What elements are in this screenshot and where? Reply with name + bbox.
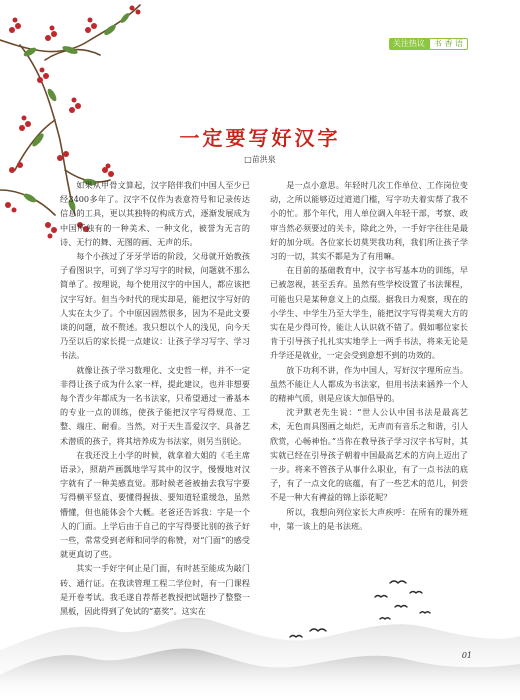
article-paragraph: 其实一手好字何止是门面，有时甚至能成为敲门砖、通行证。在我读管理工程二学位时，有一门课程是开卷考试。我毛遂自荐帮老教授把试题抄了整整一黑板，因此得到了免试的“嘉奖”。这实在	[60, 563, 250, 617]
article-paragraph: 放下功利不讲，作为中国人，写好汉字理所应当。虽然不能让人人都成为书法家，但用书法来涵养一个人的精神气质，则是应该大加倡导的。	[270, 364, 468, 404]
flying-birds-icon	[270, 575, 440, 645]
article-column-right	[270, 178, 468, 533]
column-tag-section: 书 香 语	[429, 38, 468, 50]
column-tag	[389, 38, 468, 50]
article-title: 一定要写好汉字	[179, 126, 341, 150]
page-number: 01	[461, 651, 472, 660]
article-column-left	[60, 178, 250, 618]
article-paragraph: 是一点小意思。年轻时几次工作单位、工作岗位变动，之所以能够迈过道道门槛，写字功夫着实帮了我不小的忙。那个年代，用人单位调入年轻干部，考察、政审当然必须要过的关卡，除此之外，一手好字往往是最好的加分项。各位家长切莫哭我功利，我们所让孩子学习的一切，其实不都是为了有用嘛。	[270, 180, 468, 262]
article-author: □苗洪泉	[244, 155, 276, 164]
article-paragraph: 沈尹默老先生说：“世人公认中国书法是最高艺术，无色而具图画之灿烂，无声而有音乐之和谐，引人欣赏，心畅神怡。”当你在教导孩子学习汉字书写时，其实就已经在引导孩子朝着中国最高艺术的方向上迈出了一步。将来不管孩子从事什么职业，有了一点书法的底子，有了一点文化的底蕴，有了一些艺术的范儿，何尝不是一种大有裨益的锦上添花呢？	[270, 407, 468, 503]
article-paragraph: 就像让孩子学习数理化、文史哲一样，并不一定非得让孩子成为什么家一样，提此建议，也并非想要每个青少年都成为一名书法家，只希望通过一番基本的专业一点的训练，使孩子能把汉字写得规范、工整、端庄、耐看。当然，对于天生喜爱汉字、具备艺术潜质的孩子，将其培养成为书法家，则另当别论。	[60, 364, 250, 446]
article-paragraph: 在我还没上小学的时候，就拿着大姐的《毛主席语录》，照葫芦画瓢地学写其中的汉字，慢慢地对汉字就有了一种美感直觉。那时候老爸被抽去我写字要写得横平竖直、要懂得握拔、要知道轻重缓急，虽然懵懂，但也能体会个大概。老爸还告诉我：字是一个人的门面。上学后由于自己的字写得要比别的孩子好一些，常常受到老师和同学的称赞，对“门面”的感受就更真切了些。	[60, 449, 250, 560]
article-paragraph: 每个小孩过了牙牙学语的阶段，父母就开始教孩子看图识字，可到了学习写字的时候，问题就不那么简单了。按理说，每个使用汉字的中国人，都应该把汉字写好。但当今时代的现实却是，能把汉字写好的人实在太少了。个中原因固然很多，因为不是此文要谈的问题，故不赘述。我只想以个人的浅见，向今天乃至以后的家长提一点建议：让孩子学习写字、学习书法。	[60, 251, 250, 361]
mountain-landscape-icon	[0, 580, 520, 700]
article-paragraph: 如果从甲骨文算起，汉字陪伴我们中国人至少已经3400多年了。汉字不仅作为表意符号和记录传达信息的工具，更以其独特的构成方式，逐渐发展成为中国所独有的一种美术、一种文化，被誉为无言的诗、无行的舞、无图的画、无声的乐。	[60, 180, 250, 247]
article-paragraph: 所以，我想向列位家长大声疾呼：在所有的课外班中，第一该上的是书法班。	[270, 506, 468, 531]
article-paragraph: 在目前的基础教育中，汉字书写基本功的训练，早已被忽视，甚至丢弃。虽然有些学校设置了书法课程，可能也只是某种意义上的点缀。据我日力观察，现在的小学生、中学生乃至大学生，能把汉字写得美观大方的实在是少得可怜，能让人认识就不错了。假如哪位家长肯于引导孩子扎扎实实地学上一两手书法，将来无论是升学还是就业，一定会受到意想不到的功效的。	[270, 265, 468, 361]
column-tag-category: 关注热议	[389, 38, 429, 50]
